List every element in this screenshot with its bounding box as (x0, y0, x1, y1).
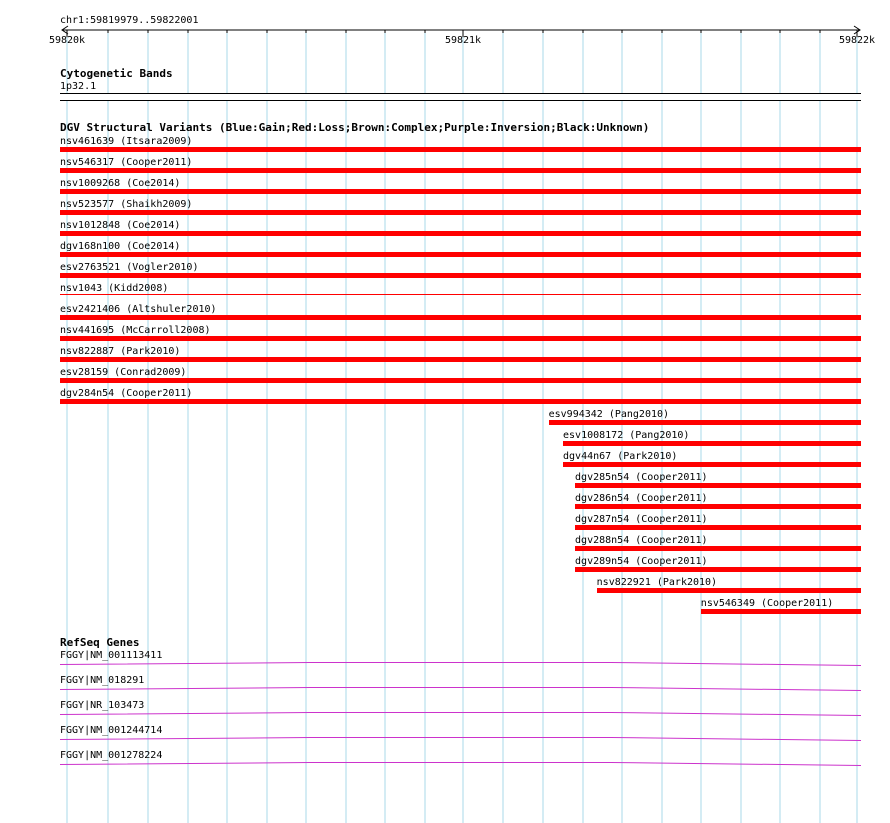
variant-label: nsv1043 (Kidd2008) (60, 283, 169, 294)
cytoband-label: 1p32.1 (60, 81, 97, 92)
variant-label: dgv44n67 (Park2010) (563, 451, 678, 462)
variant-label: nsv822921 (Park2010) (596, 577, 718, 588)
variant-label: nsv461639 (Itsara2009) (60, 136, 193, 147)
variant-label: nsv1012848 (Coe2014) (60, 220, 181, 231)
gene-label: FGGY|NM_001244714 (60, 725, 163, 736)
variant-label: nsv546317 (Cooper2011) (60, 157, 193, 168)
variant-label: nsv822887 (Park2010) (60, 346, 181, 357)
refseq-track-title: RefSeq Genes (60, 636, 140, 649)
gene-intron-line[interactable] (60, 763, 861, 766)
gene-label: FGGY|NM_001113411 (60, 650, 163, 661)
variant-label: dgv289n54 (Cooper2011) (575, 556, 708, 567)
variant-label: esv2763521 (Vogler2010) (60, 262, 199, 273)
variant-label: dgv285n54 (Cooper2011) (575, 472, 708, 483)
variant-label: nsv1009268 (Coe2014) (60, 178, 181, 189)
variant-label: esv994342 (Pang2010) (548, 409, 670, 420)
gene-label: FGGY|NM_001278224 (60, 750, 163, 761)
variant-label: nsv546349 (Cooper2011) (700, 598, 834, 609)
variant-label: dgv288n54 (Cooper2011) (575, 535, 708, 546)
variant-label: nsv523577 (Shaikh2009) (60, 199, 193, 210)
tick-label-59821k: 59821k (444, 35, 482, 46)
variant-label: dgv286n54 (Cooper2011) (575, 493, 708, 504)
variant-label: dgv287n54 (Cooper2011) (575, 514, 708, 525)
coordinate-label: chr1:59819979..59822001 (60, 15, 199, 26)
gene-intron-line[interactable] (60, 713, 861, 716)
variant-label: esv1008172 (Pang2010) (563, 430, 690, 441)
gene-label: FGGY|NR_103473 (60, 700, 145, 711)
cytoband-track-title: Cytogenetic Bands (60, 67, 173, 80)
variant-label: dgv284n54 (Cooper2011) (60, 388, 193, 399)
gene-intron-line[interactable] (60, 738, 861, 741)
variant-label: nsv441695 (McCarroll2008) (60, 325, 211, 336)
tick-label-59820k: 59820k (48, 35, 86, 46)
variant-label: esv28159 (Conrad2009) (60, 367, 187, 378)
dgv-track-title: DGV Structural Variants (Blue:Gain;Red:Loss;Brown:Complex;Purple:Inversion;Black:Unknown) (60, 121, 650, 134)
gene-intron-line[interactable] (60, 688, 861, 691)
gene-label: FGGY|NM_018291 (60, 675, 145, 686)
tick-label-59822k: 59822k (838, 35, 876, 46)
gene-intron-line[interactable] (60, 663, 861, 666)
variant-label: dgv168n100 (Coe2014) (60, 241, 181, 252)
variant-label: esv2421406 (Altshuler2010) (60, 304, 217, 315)
